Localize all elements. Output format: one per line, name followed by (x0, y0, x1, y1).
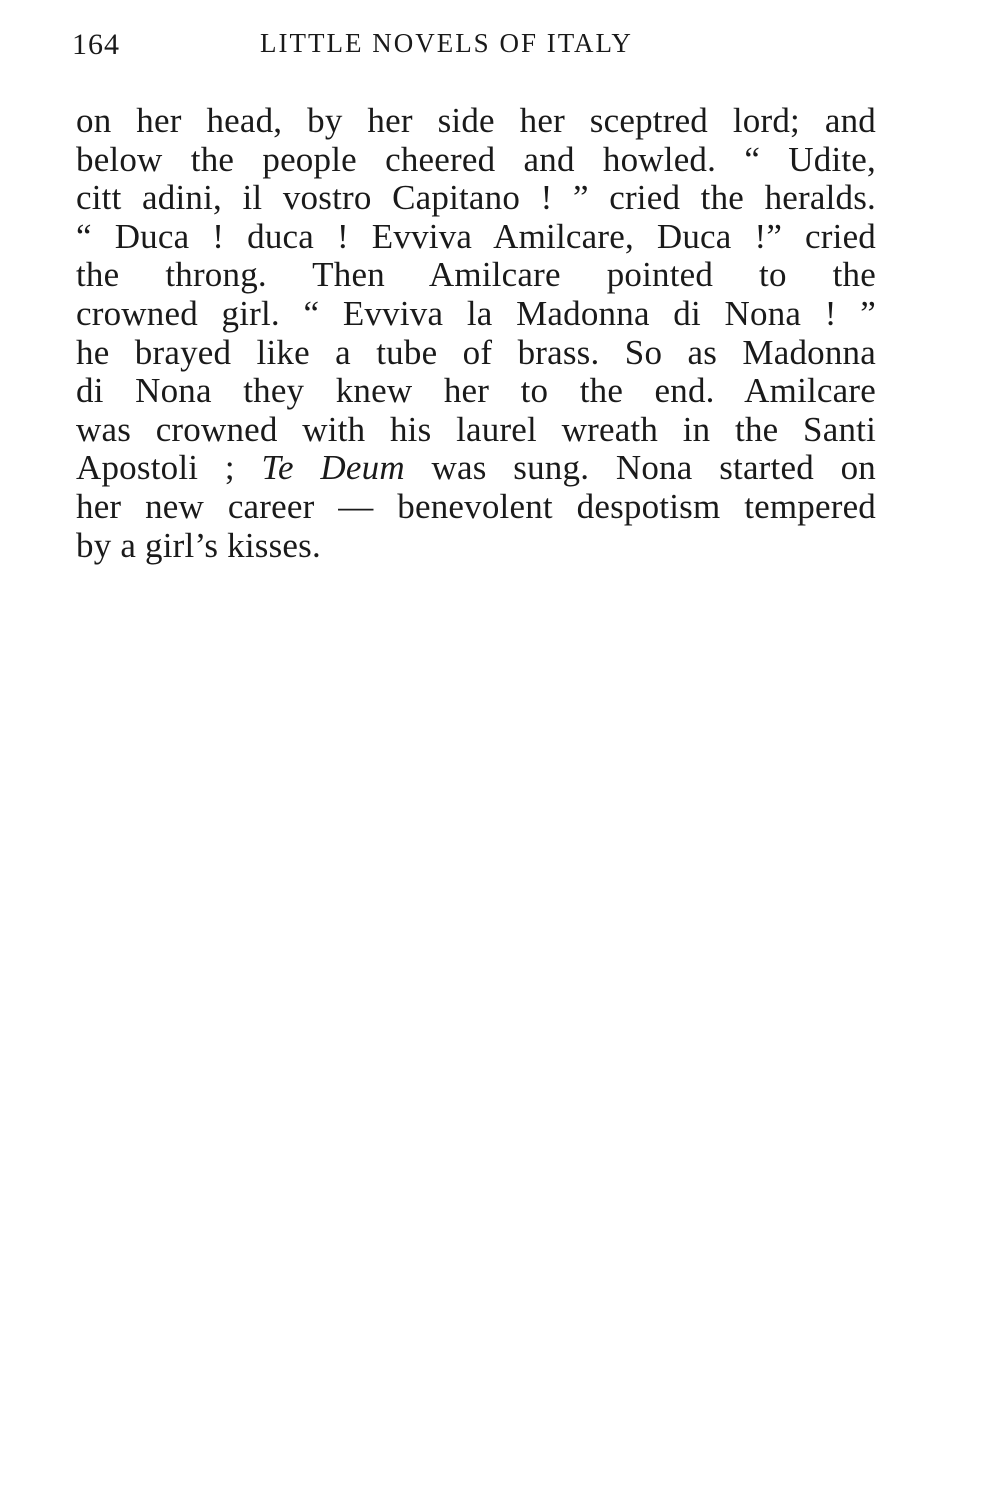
text-line: on her head, by her side her sceptred lord; and (76, 101, 876, 140)
text-line: was crowned with his laurel wreath in the Santi (76, 409, 876, 449)
text-line: below the people cheered and howled. “ Udite, (76, 139, 876, 179)
text-line-last: by a girl’s kisses. (76, 525, 321, 565)
text-segment: Apostoli ; (76, 448, 262, 488)
text-line-with-italic (76, 449, 876, 488)
text-line: the throng. Then Amilcare pointed to the (76, 255, 876, 295)
page-number: 164 (72, 28, 120, 61)
page-header (72, 28, 882, 68)
text-line: her new career — benevolent despotism tempered (76, 486, 876, 526)
text-line: crowned girl. “ Evviva la Madonna di Nona ! ” (76, 293, 876, 333)
text-line: he brayed like a tube of brass. So as Madonna (76, 332, 876, 372)
running-title: LITTLE NOVELS OF ITALY (260, 28, 633, 58)
text-line: citt adini, il vostro Capitano ! ” cried the heralds. (76, 178, 876, 218)
text-line: “ Duca ! duca ! Evviva Amilcare, Duca !” cried (76, 216, 876, 256)
body-text (76, 102, 876, 565)
italic-phrase: Te Deum (261, 448, 405, 488)
text-line: di Nona they knew her to the end. Amilcare (76, 371, 876, 411)
text-segment: was sung. Nona started on (404, 448, 877, 488)
